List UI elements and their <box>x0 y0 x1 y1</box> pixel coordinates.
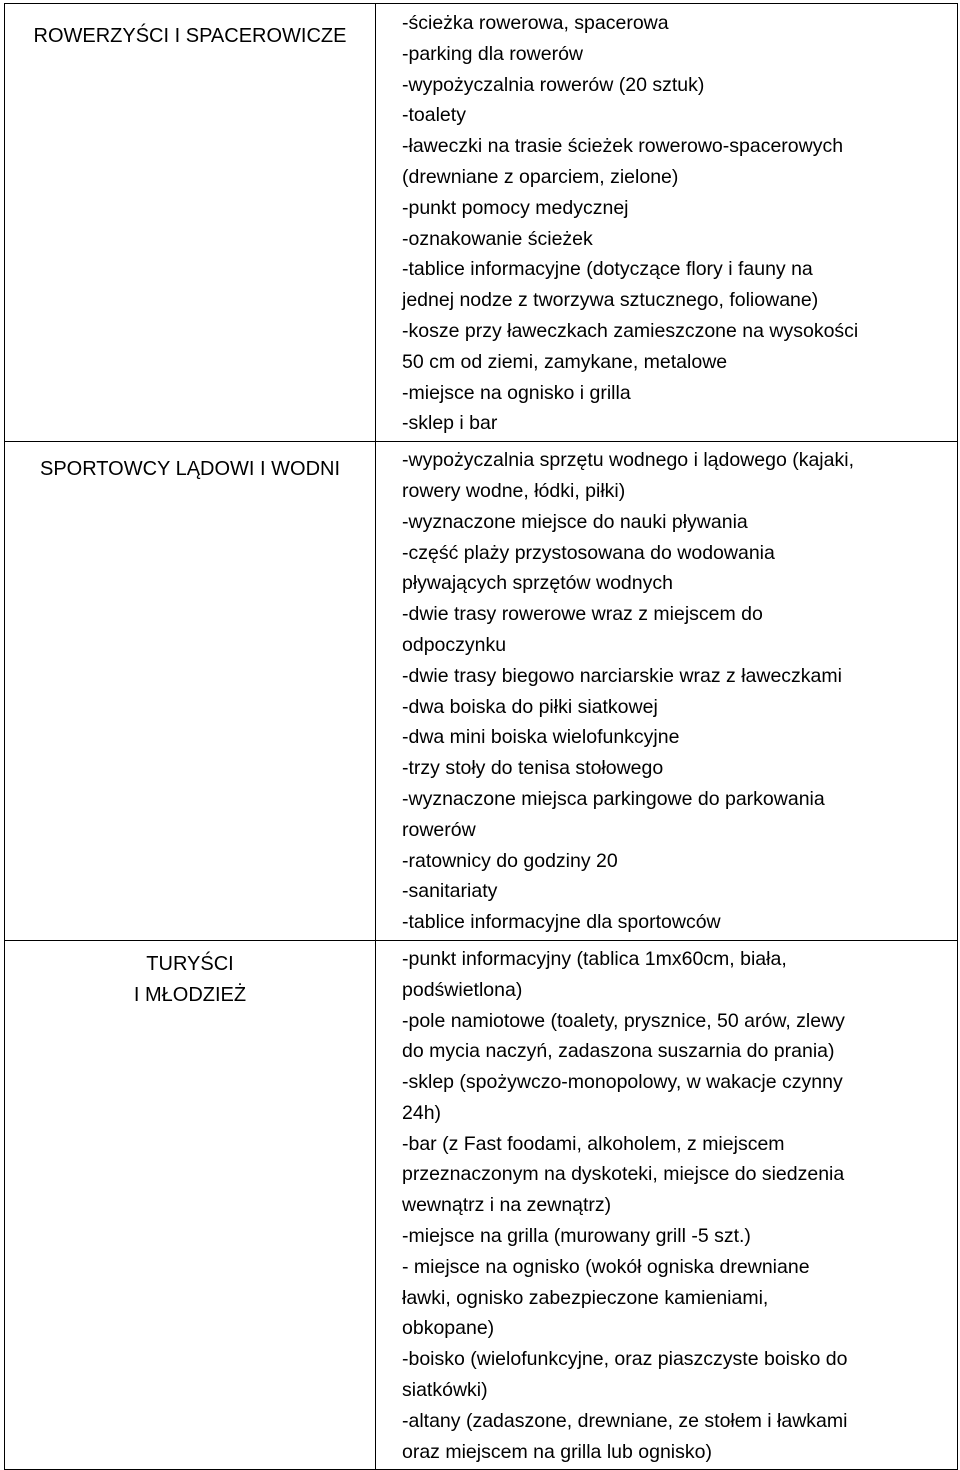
amenity-line: (drewniane z oparciem, zielone) <box>402 165 679 188</box>
group-label-line: TURYŚCI <box>146 952 234 975</box>
table-body <box>5 4 958 1470</box>
amenity-line: -bar (z Fast foodami, alkoholem, z miejscem <box>402 1132 785 1155</box>
amenity-line: -kosze przy ławeczkach zamieszczone na wysokości <box>402 319 859 342</box>
group-label-line: ROWERZYŚCI I SPACEROWICZE <box>33 25 347 47</box>
amenity-line: siatkówki) <box>402 1379 488 1402</box>
amenities-cell <box>376 442 958 941</box>
group-label <box>5 442 375 485</box>
amenity-line: -trzy stoły do tenisa stołowego <box>402 757 664 780</box>
group-label-cell <box>5 4 376 442</box>
amenity-line: -sanitariaty <box>402 880 498 903</box>
group-label <box>5 4 375 52</box>
group-label-line: I MŁODZIEŻ <box>133 983 247 1006</box>
amenity-line: ławki, ognisko zabezpieczone kamieniami, <box>402 1286 769 1309</box>
amenity-line: -wypożyczalnia sprzętu wodnego i lądowego (kajaki, <box>402 449 854 472</box>
amenity-line: -część plaży przystosowana do wodowania <box>402 541 775 564</box>
amenity-line: -boisko (wielofunkcyjne, oraz piaszczyste boisko do <box>402 1348 848 1371</box>
amenity-line: -miejsce na ognisko i grilla <box>402 381 631 404</box>
facilities-table <box>4 3 958 1470</box>
table-row-rowerzysci <box>5 4 958 442</box>
amenity-line: -oznakowanie ścieżek <box>402 227 593 250</box>
amenity-line: -punkt informacyjny (tablica 1mx60cm, biała, <box>402 947 787 970</box>
amenity-line: -sklep i bar <box>402 412 498 435</box>
amenity-line: -altany (zadaszone, drewniane, ze stołem i ławkami <box>402 1409 848 1432</box>
amenity-line: -parking dla rowerów <box>402 42 583 65</box>
amenities-cell <box>376 940 958 1470</box>
amenity-line: -miejsce na grilla (murowany grill -5 szt.) <box>402 1225 751 1248</box>
amenity-line: oraz miejscem na grilla lub ognisko) <box>402 1440 712 1463</box>
amenity-line: przeznaczonym na dyskoteki, miejsce do siedzenia <box>402 1163 845 1186</box>
amenities-list <box>402 442 951 940</box>
amenity-line: podświetlona) <box>402 978 523 1001</box>
amenity-line: odpoczynku <box>402 633 507 656</box>
amenity-line: -tablice informacyjne (dotyczące flory i fauny na <box>402 258 813 281</box>
amenity-line: -wyznaczone miejsca parkingowe do parkowania <box>402 787 825 810</box>
amenity-line: jednej nodze z tworzywa sztucznego, foliowane) <box>402 289 819 312</box>
amenity-line: 24h) <box>402 1101 442 1124</box>
amenity-line: obkopane) <box>402 1317 495 1340</box>
group-label-cell <box>5 940 376 1470</box>
group-label-cell <box>5 442 376 941</box>
amenity-line: -dwa mini boiska wielofunkcyjne <box>402 726 680 749</box>
amenity-line: -dwa boiska do piłki siatkowej <box>402 695 658 718</box>
amenity-line: -sklep (spożywczo-monopolowy, w wakacje czynny <box>402 1071 843 1094</box>
amenity-line: -wypożyczalnia rowerów (20 sztuk) <box>402 73 705 96</box>
group-label-line: SPORTOWCY LĄDOWI I WODNI <box>39 458 341 481</box>
amenity-line: pływających sprzętów wodnych <box>402 572 673 595</box>
amenity-line: rowerów <box>402 818 476 841</box>
amenity-line: -wyznaczone miejsce do nauki pływania <box>402 510 748 533</box>
amenity-line: -dwie trasy rowerowe wraz z miejscem do <box>402 603 763 626</box>
amenity-line: wewnątrz i na zewnątrz) <box>402 1194 612 1217</box>
amenity-line: -pole namiotowe (toalety, prysznice, 50 arów, zlewy <box>402 1009 845 1032</box>
amenity-line: 50 cm od ziemi, zamykane, metalowe <box>402 350 728 373</box>
amenities-list <box>402 4 951 441</box>
amenity-line: -tablice informacyjne dla sportowców <box>402 911 721 934</box>
amenities-cell <box>376 4 958 442</box>
amenity-line: rowery wodne, łódki, piłki) <box>402 479 626 502</box>
amenity-line: -dwie trasy biegowo narciarskie wraz z ławeczkami <box>402 664 842 687</box>
amenity-line: -ratownicy do godziny 20 <box>402 849 618 872</box>
amenity-line: -ścieżka rowerowa, spacerowa <box>402 12 669 34</box>
amenities-list <box>402 941 951 1470</box>
group-label <box>5 941 375 1011</box>
amenity-line: - miejsce na ognisko (wokół ogniska drewniane <box>402 1255 810 1278</box>
amenity-line: -punkt pomocy medycznej <box>402 196 629 219</box>
amenity-line: do mycia naczyń, zadaszona suszarnia do prania) <box>402 1040 835 1063</box>
amenity-line: -toalety <box>402 104 466 127</box>
table-row-sportowcy <box>5 442 958 941</box>
amenity-line: -ławeczki na trasie ścieżek rowerowo-spacerowych <box>402 135 844 158</box>
table-row-turysci <box>5 940 958 1470</box>
